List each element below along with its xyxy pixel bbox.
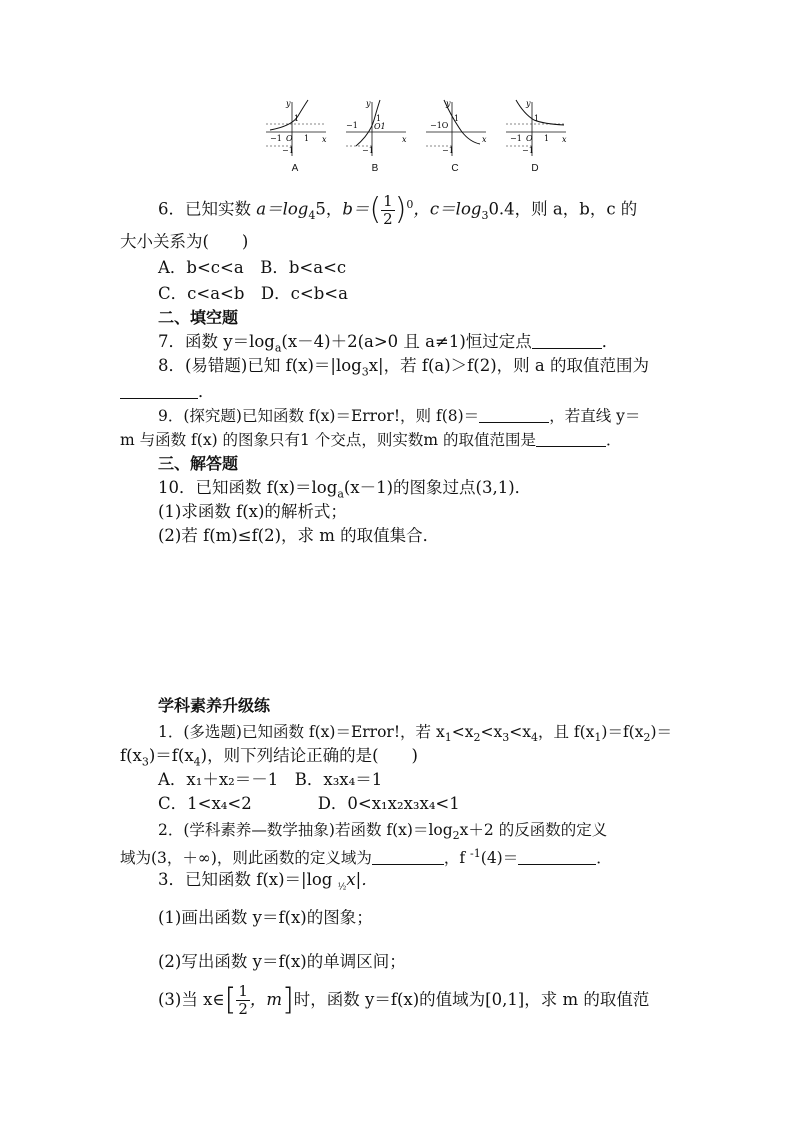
u3-part2: (2)写出函数 y＝f(x)的单调区间； [158,952,406,971]
svg-text:−1: −1 [346,121,358,130]
u2-text: ，f [443,849,471,868]
q7-text: 7．函数 y＝log [158,332,275,351]
q8-end: ． [198,382,215,401]
q7-text-2: (x－4)＋2(a>0 且 a≠1)恒过定点 [281,332,532,351]
q6-c: ，c＝log [413,199,482,219]
q6-a-tail: 5， [315,199,343,219]
q6-number: 6．已知实数 [158,199,257,219]
graph-label: A [291,163,299,174]
u1-text: <x [480,723,503,741]
u1-text: f(x [120,746,142,765]
svg-text:−1: −1 [282,146,294,155]
u3-text: x|． [346,870,378,889]
section-solve: 三、解答题 [158,454,239,473]
answer-blank[interactable] [372,848,444,865]
graph-b [342,98,408,174]
u3-text: 时，函数 y＝f(x)的值域为[0,1]，求 m 的取值范 [293,990,650,1009]
u3-part1: (1)画出函数 y＝f(x)的图象； [158,908,373,927]
sup: -1 [470,847,481,860]
u1-text: <x [451,723,474,741]
q10-part1: (1)求函数 f(x)的解析式； [158,502,347,521]
q9-line2 [120,428,680,452]
graph-label: C [451,163,459,174]
log-base: ½ [337,882,347,893]
q9-text: 9．(探究题)已知函数 f(x)＝Error!，则 f(8)＝ [158,407,480,425]
graph-a [262,98,328,174]
q8-line2 [120,380,680,404]
u3-text: 3．已知函数 f(x)＝|log [158,870,338,889]
svg-text:1: 1 [294,114,300,123]
right-paren: ) [394,192,407,227]
q6-b-exp: 0 [406,198,414,211]
option-a: A．b<c<a [158,258,244,277]
q7-sub: a [274,341,282,355]
sub: 4 [193,755,201,769]
svg-text:1: 1 [304,134,310,143]
left-paren: ( [369,192,382,227]
upgrade-q1-options-row2 [158,792,718,816]
svg-text:O1: O1 [374,122,386,131]
q6-b: b＝ [342,199,370,219]
u1-text: ，且 f(x [537,723,595,741]
option-b: B．b<a<c [260,258,347,277]
numerator: 1 [238,982,248,1000]
svg-text:−1: −1 [510,134,522,143]
upgrade-title: 学科素养升级练 [158,696,271,715]
question-6 [158,190,718,231]
svg-text:x: x [562,135,567,144]
answer-blank[interactable] [518,848,596,865]
u2-text: 域为(3，＋∞)，则此函数的定义域为 [120,849,372,868]
sub: 4 [530,731,538,745]
option-d: D．0<x₁x₂x₃x₄<1 [317,794,460,813]
sub: 1 [444,731,452,745]
denominator: 2 [238,1000,248,1018]
option-d: D．c<b<a [260,284,348,303]
denominator: 2 [383,209,393,228]
u3-part3 [158,980,718,1021]
u2-text: 2．(学科素养—数学抽象)若函数 f(x)＝log [158,821,453,839]
upgrade-q2-line2 [120,842,680,870]
svg-text:−1: −1 [522,146,534,155]
numerator: 1 [383,191,393,210]
right-bracket: ] [282,982,294,1018]
svg-text:x: x [402,135,407,144]
answer-blank[interactable] [536,430,606,447]
q6-options-row1 [158,256,718,280]
svg-text:−1: −1 [362,146,374,155]
svg-text:y: y [286,99,291,108]
q10-text: 10．已知函数 f(x)＝log [158,478,338,497]
u1-text: <x [509,723,531,741]
sub: 3 [502,731,510,745]
u1-text: )＝ [650,723,673,741]
svg-text:1: 1 [544,134,550,143]
svg-text:−1: −1 [442,146,454,155]
u1-text: )，则下列结论正确的是( ) [200,746,418,765]
section-fill-blank: 二、填空题 [158,308,239,327]
q6-c-tail: 0.4，则 a，b，c 的 [488,199,638,219]
sub: 2 [452,829,460,843]
u2-text: (4)＝ [480,849,519,868]
fraction [381,193,395,228]
svg-text:−1: −1 [270,134,282,143]
u1-text: )＝f(x [148,746,194,765]
svg-text:1: 1 [454,114,460,123]
q10-part2: (2)若 f(m)≤f(2)，求 m 的取值集合． [158,526,440,545]
q7-end: ． [601,332,619,351]
answer-blank[interactable] [479,406,549,423]
u3-m: ，m [249,990,283,1009]
sub: 3 [141,755,149,769]
answer-blank[interactable] [120,382,198,399]
sub: 1 [594,731,602,745]
svg-text:y: y [526,99,531,108]
q9-text-3: m 与函数 f(x) 的图象只有1 个交点，则实数m 的取值范围是 [120,431,536,449]
svg-text:O: O [286,134,293,143]
fraction [236,983,250,1018]
u1-text: 1．(多选题)已知函数 f(x)＝Error!，若 x [158,723,445,741]
q6-a: a＝log [256,199,309,219]
q6-a-sub: 4 [308,208,316,222]
svg-text:y: y [446,99,451,108]
option-b: B．x₃x₄＝1 [294,770,383,789]
answer-blank[interactable] [532,332,602,349]
q6-line2: 大小关系为( ) [120,232,249,251]
graph-label: B [371,163,379,174]
svg-text:y: y [366,99,371,108]
q8-text-2: x|，若 f(a)＞f(2)，则 a 的取值范围为 [368,356,649,375]
answer-graphs [262,98,572,174]
option-a: A．x₁＋x₂＝－1 [158,770,279,789]
u3-text: (3)当 x∈ [158,990,225,1009]
svg-text:O: O [526,134,533,143]
q9-text-2: ，若直线 y＝ [549,407,641,425]
graph-d [502,98,568,174]
q6-c-sub: 3 [481,208,489,222]
svg-text:x: x [322,135,327,144]
svg-text:1: 1 [534,114,540,123]
u2-end: ． [596,849,612,868]
q6-options-row2 [158,282,718,306]
q8-text: 8．(易错题)已知 f(x)＝|log [158,356,362,375]
left-bracket: [ [224,982,237,1018]
svg-text:1: 1 [376,114,382,123]
graph-label: D [531,163,539,174]
option-c: C．1<x₄<2 [158,794,252,813]
q10-text-2: (x－1)的图象过点(3,1)． [343,478,532,497]
u1-text: )＝f(x [601,723,644,741]
option-c: C．c<a<b [158,284,245,303]
svg-text:−1O: −1O [430,121,449,130]
graph-c [422,98,488,174]
upgrade-q1-options-row1 [158,768,718,792]
q9-end: ． [605,431,622,449]
q10-sub: a [337,487,344,501]
question-9 [158,404,718,428]
q8-sub: 3 [361,365,369,379]
upgrade-q3 [158,868,718,899]
u2-text: x＋2 的反函数的定义 [459,821,608,839]
sub: 2 [643,731,651,745]
sub: 2 [473,731,481,745]
svg-text:x: x [482,135,487,144]
